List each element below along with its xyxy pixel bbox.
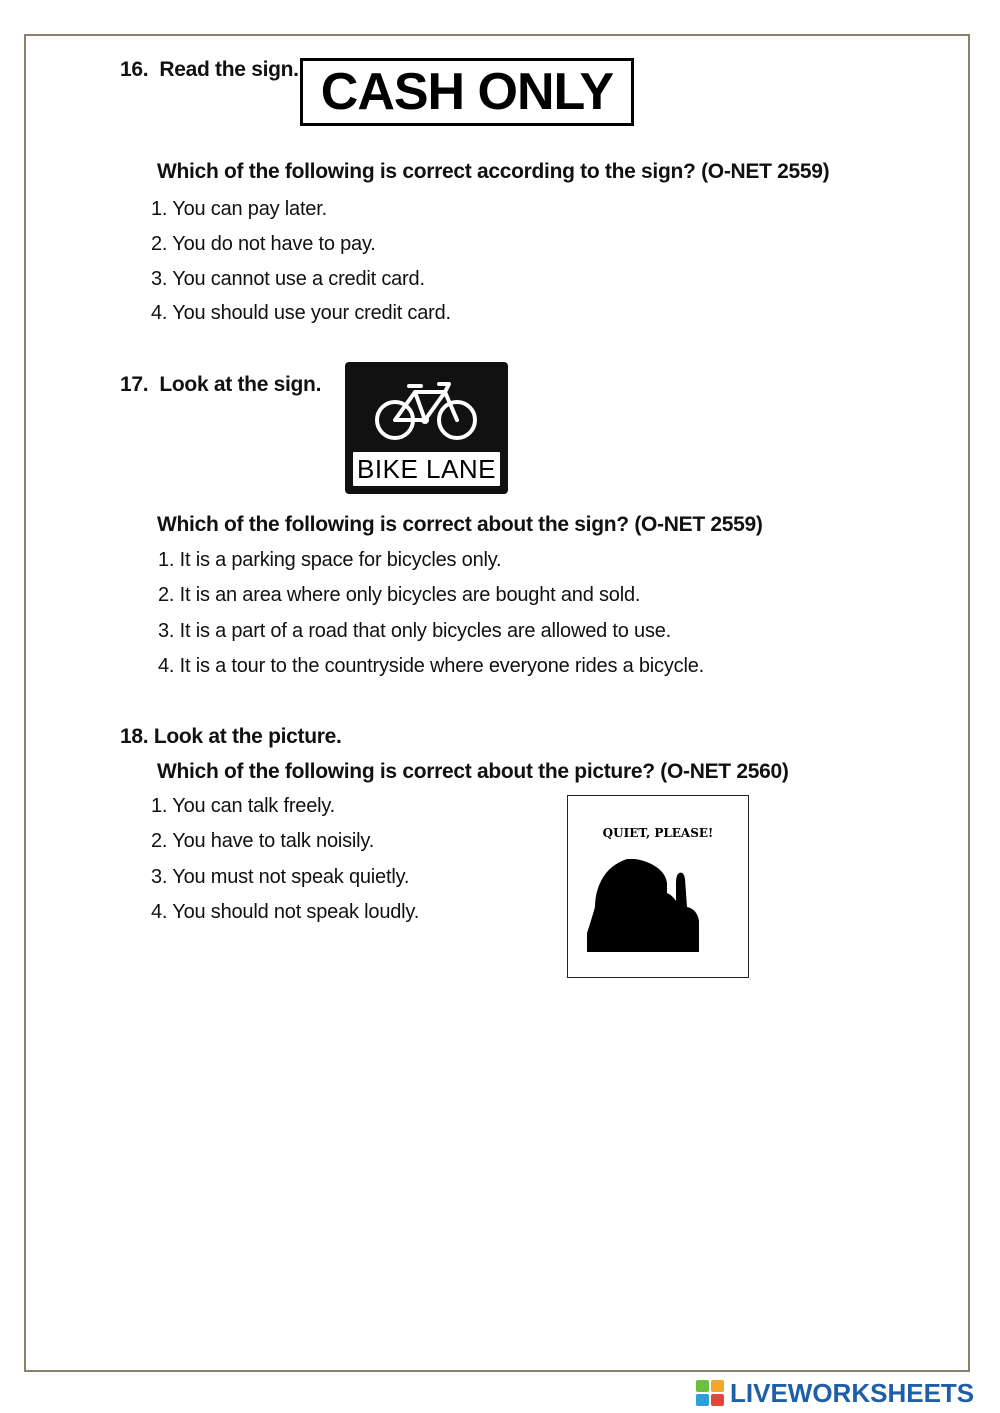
- q17-prompt: Which of the following is correct about the sign? (O-NET 2559): [157, 513, 763, 536]
- bike-lane-sign: [345, 362, 508, 494]
- liveworksheets-wordmark: LIVEWORKSHEETS: [730, 1377, 975, 1408]
- q17-option-2[interactable]: 2. It is an area where only bicycles are bought and sold.: [158, 584, 641, 606]
- q18-option-3[interactable]: 3. You must not speak quietly.: [151, 866, 410, 888]
- q16-header: [120, 58, 299, 82]
- q18-option-2[interactable]: 2. You have to talk noisily.: [151, 830, 375, 852]
- q18-instruction: Look at the picture.: [153, 725, 342, 748]
- q16-option-1[interactable]: 1. You can pay later.: [151, 198, 327, 220]
- q17-option-3[interactable]: 3. It is a part of a road that only bicycles are allowed to use.: [158, 620, 672, 642]
- cash-only-sign-text: CASH ONLY: [320, 63, 614, 121]
- shush-silhouette-icon: [587, 859, 706, 952]
- q18-header: [120, 725, 342, 749]
- bicycle-icon: [373, 376, 479, 442]
- q16-instruction: Read the sign.: [159, 58, 299, 81]
- q17-instruction: Look at the sign.: [159, 373, 322, 396]
- q17-number: 17.: [120, 373, 149, 396]
- q18-number: 18.: [120, 725, 149, 748]
- q16-number: 16.: [120, 58, 149, 81]
- q17-header: [120, 373, 321, 397]
- q18-option-4[interactable]: 4. You should not speak loudly.: [151, 901, 420, 923]
- quiet-please-text: QUIET, PLEASE!: [602, 826, 714, 840]
- bike-lane-sign-text: BIKE LANE: [351, 450, 502, 488]
- q16-option-3[interactable]: 3. You cannot use a credit card.: [151, 268, 425, 290]
- q18-option-1[interactable]: 1. You can talk freely.: [151, 795, 336, 817]
- quiet-please-picture: [567, 795, 749, 978]
- q17-option-1[interactable]: 1. It is a parking space for bicycles only.: [158, 549, 502, 571]
- q16-option-2[interactable]: 2. You do not have to pay.: [151, 233, 376, 255]
- q16-prompt: Which of the following is correct according to the sign? (O-NET 2559): [157, 160, 830, 183]
- liveworksheets-logo-icon: [696, 1380, 726, 1406]
- cash-only-sign: [300, 58, 634, 126]
- q18-prompt: Which of the following is correct about the picture? (O-NET 2560): [157, 760, 789, 783]
- q16-option-4[interactable]: 4. You should use your credit card.: [151, 302, 451, 324]
- liveworksheets-logo: [696, 1378, 974, 1408]
- q17-option-4[interactable]: 4. It is a tour to the countryside where everyone rides a bicycle.: [158, 655, 704, 677]
